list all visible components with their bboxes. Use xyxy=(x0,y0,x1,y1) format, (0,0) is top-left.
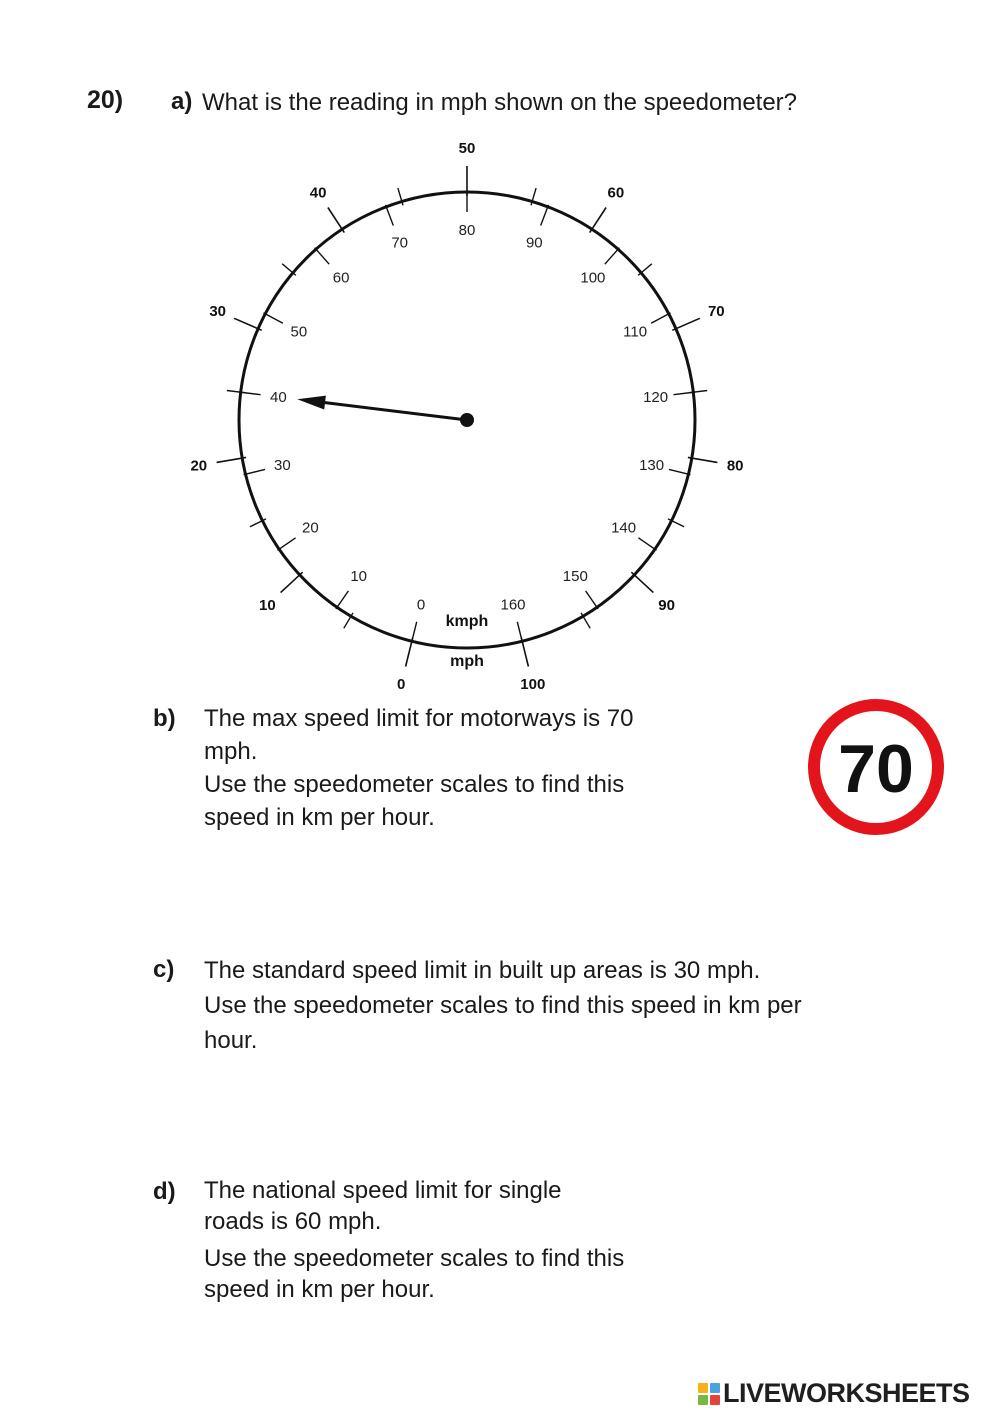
part-b-label: b) xyxy=(153,705,176,732)
mph-major-tick xyxy=(631,572,653,592)
kmph-major-tick xyxy=(517,622,522,643)
brand-footer xyxy=(698,1378,970,1409)
kmph-tick-label: 20 xyxy=(302,519,319,537)
kmph-tick-label: 30 xyxy=(274,457,291,475)
mph-major-tick xyxy=(328,208,344,233)
kmph-major-tick xyxy=(638,538,656,551)
part-d-line: The national speed limit for single xyxy=(204,1177,562,1204)
kmph-tick-label: 80 xyxy=(458,222,476,239)
part-d-label: d) xyxy=(153,1178,176,1205)
mph-tick-label: 50 xyxy=(458,140,476,157)
part-b-line: mph. xyxy=(204,738,258,765)
liveworksheets-logo-icon xyxy=(698,1383,720,1405)
kmph-tick-label: 150 xyxy=(562,568,588,586)
mph-tick-label: 40 xyxy=(309,184,327,202)
kmph-tick-label: 90 xyxy=(525,234,543,252)
part-a-label: a) xyxy=(171,88,193,115)
kmph-major-tick xyxy=(264,313,283,323)
mph-tick-label: 70 xyxy=(707,303,725,321)
part-c-line: The standard speed limit in built up areas is 30 mph. xyxy=(204,957,761,984)
needle-hub xyxy=(460,413,474,427)
kmph-tick-label: 110 xyxy=(623,323,648,341)
part-c-line: hour. xyxy=(204,1027,258,1054)
kmph-tick-label: 60 xyxy=(332,269,350,287)
mph-unit-label: mph xyxy=(450,653,484,670)
kmph-unit-label: kmph xyxy=(445,613,489,630)
part-c-label: c) xyxy=(153,956,175,983)
kmph-major-tick xyxy=(244,469,265,474)
part-b-line: speed in km per hour. xyxy=(204,804,435,831)
speed-sign-value: 70 xyxy=(838,731,914,807)
brand-name: LIVEWORKSHEETS xyxy=(723,1378,970,1408)
kmph-major-tick xyxy=(651,313,670,323)
kmph-major-tick xyxy=(278,538,296,551)
part-c-question xyxy=(204,953,802,1058)
kmph-major-tick xyxy=(315,248,330,265)
kmph-tick-label: 50 xyxy=(290,323,308,341)
part-d-line: roads is 60 mph. xyxy=(204,1208,382,1235)
kmph-tick-label: 130 xyxy=(639,457,665,475)
kmph-major-tick xyxy=(336,591,349,609)
part-d-line: speed in km per hour. xyxy=(204,1276,435,1303)
kmph-tick-label: 120 xyxy=(643,388,669,406)
part-b-line: The max speed limit for motorways is 70 xyxy=(204,705,634,732)
part-b-question xyxy=(204,702,633,834)
kmph-major-tick xyxy=(586,591,599,609)
mph-tick-label: 10 xyxy=(259,596,276,614)
needle xyxy=(297,396,474,427)
mph-tick-label: 0 xyxy=(397,675,406,693)
speedometer-dial xyxy=(170,140,790,695)
kmph-major-tick xyxy=(669,469,690,474)
mph-major-tick xyxy=(672,318,700,330)
kmph-tick-label: 70 xyxy=(391,234,409,252)
mph-tick-label: 60 xyxy=(607,184,625,202)
kmph-major-tick xyxy=(541,205,549,226)
part-d-line: Use the speedometer scales to find this xyxy=(204,1245,625,1272)
needle-shaft xyxy=(320,402,467,420)
part-c-line: Use the speedometer scales to find this speed in km per xyxy=(204,992,802,1019)
speed-limit-sign xyxy=(806,697,946,837)
mph-major-tick xyxy=(281,572,303,592)
mph-tick-label: 90 xyxy=(658,596,675,614)
needle-arrowhead xyxy=(297,396,326,410)
kmph-tick-label: 10 xyxy=(350,568,368,586)
mph-major-tick xyxy=(590,208,606,233)
part-d-question xyxy=(204,1175,624,1305)
kmph-tick-label: 40 xyxy=(270,388,287,406)
kmph-major-tick xyxy=(411,622,416,643)
kmph-tick-label: 0 xyxy=(416,596,426,614)
kmph-major-tick xyxy=(605,248,620,265)
part-b-line: Use the speedometer scales to find this xyxy=(204,771,625,798)
kmph-tick-label: 140 xyxy=(611,519,637,537)
kmph-tick-label: 100 xyxy=(580,269,606,287)
kmph-major-tick xyxy=(386,205,394,226)
mph-tick-label: 80 xyxy=(726,457,744,475)
part-a-question: What is the reading in mph shown on the speedometer? xyxy=(202,89,798,116)
question-number: 20) xyxy=(87,86,124,114)
mph-major-tick xyxy=(234,318,262,330)
mph-tick-label: 20 xyxy=(190,457,208,475)
kmph-tick-label: 160 xyxy=(500,596,526,614)
minor-ticks xyxy=(227,188,707,628)
mph-tick-label: 100 xyxy=(520,675,546,693)
mph-tick-label: 30 xyxy=(209,303,227,321)
